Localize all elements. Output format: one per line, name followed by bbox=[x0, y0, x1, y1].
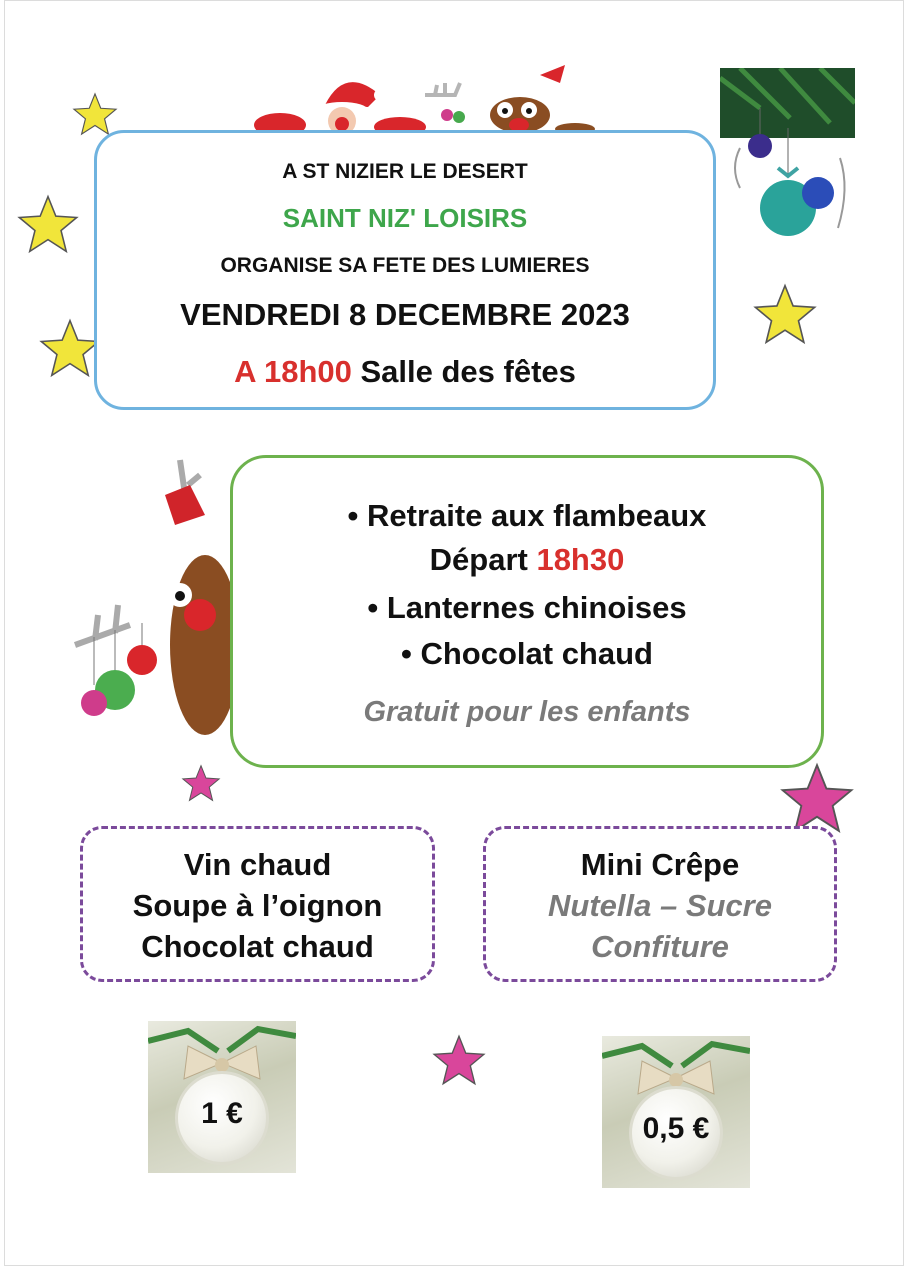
star-icon bbox=[431, 1034, 487, 1086]
crepe-title: Mini Crêpe bbox=[580, 847, 740, 882]
event-header-box bbox=[94, 130, 716, 410]
ornament-icon bbox=[720, 68, 855, 248]
star-icon bbox=[181, 764, 221, 802]
drinks-price: 1 € bbox=[201, 1097, 243, 1130]
organizer-name: SAINT NIZ' LOISIRS bbox=[282, 203, 528, 233]
departure-label: Départ bbox=[429, 542, 537, 577]
reindeer-icon bbox=[70, 455, 235, 755]
star-icon bbox=[38, 318, 102, 378]
star-icon bbox=[72, 92, 118, 136]
drink-item: Chocolat chaud bbox=[141, 929, 374, 964]
event-date: VENDREDI 8 DECEMBRE 2023 bbox=[180, 297, 630, 332]
crepe-options: Nutella – Sucre bbox=[548, 888, 772, 923]
departure-time: 18h30 bbox=[536, 542, 625, 577]
event-time: A 18h00 bbox=[234, 354, 352, 389]
event-title: ORGANISE SA FETE DES LUMIERES bbox=[220, 254, 590, 277]
location-line: A ST NIZIER LE DESERT bbox=[282, 160, 528, 183]
event-time-venue bbox=[97, 354, 713, 390]
star-icon bbox=[16, 194, 80, 254]
reindeer-icon bbox=[415, 55, 595, 135]
activity-hot-chocolate: • Chocolat chaud bbox=[401, 636, 653, 671]
drinks-price-card bbox=[148, 1021, 296, 1173]
crepe-box bbox=[483, 826, 837, 982]
crepe-options: Confiture bbox=[591, 929, 729, 964]
free-for-kids-note: Gratuit pour les enfants bbox=[363, 696, 691, 728]
event-venue: Salle des fêtes bbox=[351, 354, 576, 389]
drinks-box bbox=[80, 826, 435, 982]
star-icon bbox=[752, 283, 818, 345]
crepe-price-card bbox=[602, 1036, 750, 1188]
crepe-price: 0,5 € bbox=[642, 1112, 710, 1145]
drink-item: Soupe à l’oignon bbox=[132, 888, 383, 923]
activity-torch-parade: • Retraite aux flambeaux bbox=[347, 498, 707, 533]
santa-icon bbox=[250, 55, 440, 135]
drink-item: Vin chaud bbox=[183, 847, 332, 882]
star-icon bbox=[778, 762, 856, 834]
activities-box bbox=[230, 455, 824, 768]
activity-lanterns: • Lanternes chinoises bbox=[367, 590, 687, 625]
departure-line bbox=[233, 542, 821, 578]
